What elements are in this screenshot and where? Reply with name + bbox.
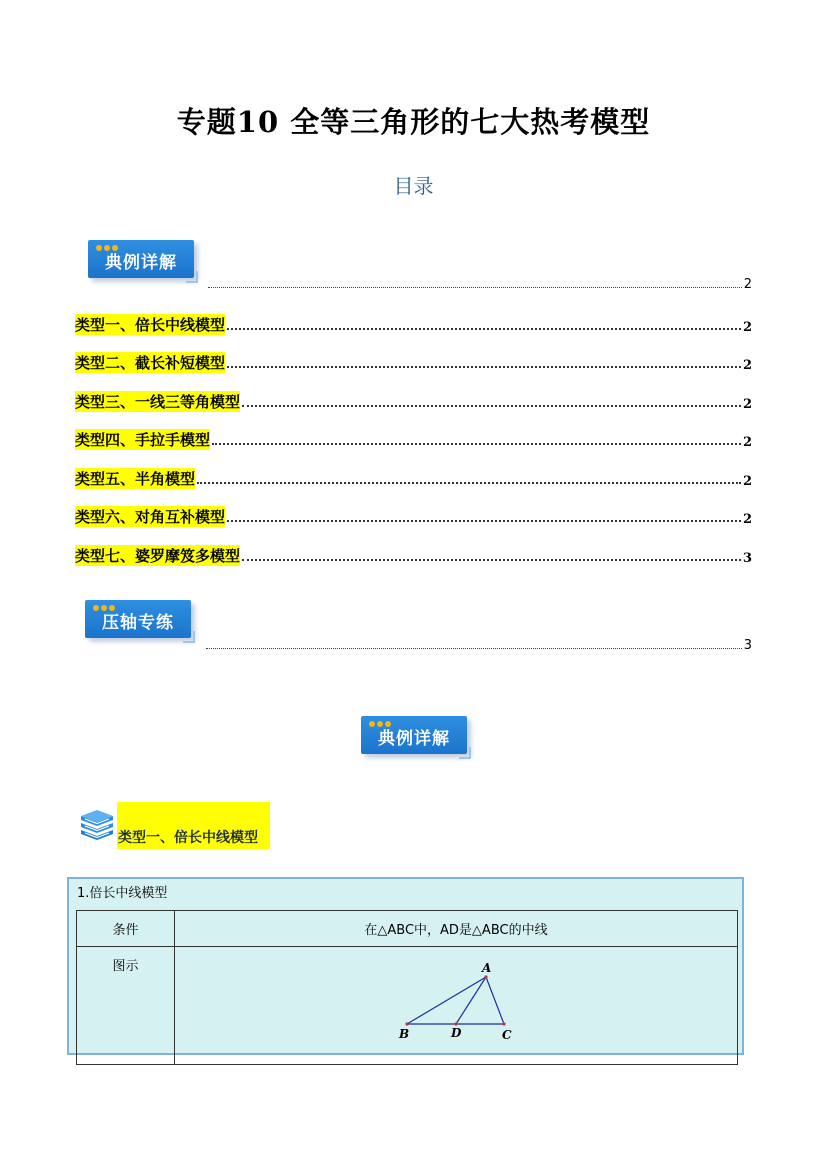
toc-leader	[242, 404, 741, 407]
row-label: 条件	[77, 911, 175, 947]
toc-leader	[212, 442, 741, 445]
toc-entry[interactable]	[75, 544, 752, 566]
toc-entry[interactable]	[75, 313, 752, 335]
figure-cell	[175, 947, 738, 1065]
toc-entry-label: 类型六、对角互补模型	[75, 508, 226, 526]
point-d-label: D	[451, 1026, 462, 1040]
toc-entry[interactable]	[75, 505, 752, 527]
toc-heading: 目录	[393, 174, 434, 198]
toc-page-number: 3	[742, 551, 752, 566]
row-label: 图示	[77, 947, 175, 1065]
triangle-figure	[398, 955, 538, 1050]
toc-leader	[197, 481, 741, 484]
toc-page-number: 2	[742, 435, 752, 450]
toc-page-number: 2	[742, 358, 752, 373]
table-row	[77, 947, 738, 1065]
practice-badge-label: 压轴专练	[102, 613, 174, 633]
model-box	[67, 877, 744, 1055]
toc-page-number: 2	[742, 512, 752, 527]
badge-corner	[459, 747, 471, 759]
toc-leader	[208, 286, 742, 288]
examples-section-badge	[361, 716, 467, 754]
table-row	[77, 911, 738, 947]
examples-badge	[88, 240, 194, 278]
toc-entry-label: 类型二、截长补短模型	[75, 354, 226, 372]
model-box-title: 1.倍长中线模型	[77, 886, 168, 901]
toc-entry-label: 类型七、婆罗摩笈多模型	[75, 547, 241, 565]
toc-page-number: 2	[742, 320, 752, 335]
point-b-label: B	[399, 1027, 410, 1041]
badge-dots	[96, 236, 120, 242]
toc-page-number: 3	[743, 638, 752, 653]
row-content: 在△ABC中，AD是△ABC的中线	[175, 911, 738, 947]
toc-leader	[227, 519, 741, 522]
toc-page-number: 2	[743, 277, 752, 292]
point-a-marker	[484, 975, 487, 978]
point-c-marker	[502, 1022, 505, 1025]
toc-entry-label: 类型四、手拉手模型	[75, 431, 211, 449]
toc-entry[interactable]	[75, 467, 752, 489]
toc-entry-label: 类型一、倍长中线模型	[75, 316, 226, 334]
point-a-label: A	[482, 961, 492, 975]
toc-page-number: 2	[742, 474, 752, 489]
point-c-label: C	[502, 1028, 512, 1042]
toc-leader	[227, 365, 741, 368]
model-table	[76, 910, 738, 1065]
toc-entry-practice[interactable]	[206, 637, 752, 653]
badge-dots	[93, 596, 117, 602]
badge-dots	[369, 712, 393, 718]
toc-entry[interactable]	[75, 351, 752, 373]
section-heading-text: 类型一、倍长中线模型	[118, 830, 258, 846]
toc-leader	[242, 558, 741, 561]
toc-entry-label: 类型三、一线三等角模型	[75, 393, 241, 411]
toc-entry-label: 类型五、半角模型	[75, 470, 196, 488]
examples-section-badge-label: 典例详解	[378, 729, 450, 749]
badge-corner	[183, 631, 195, 643]
books-icon	[77, 806, 117, 842]
toc-page-number: 2	[742, 397, 752, 412]
toc-entry-examples[interactable]	[208, 276, 752, 292]
point-b-marker	[405, 1022, 408, 1025]
toc-leader	[206, 647, 742, 649]
page-title: 专题10 全等三角形的七大热考模型	[176, 105, 651, 139]
toc-entry[interactable]	[75, 390, 752, 412]
practice-badge	[85, 600, 191, 638]
badge-corner	[186, 271, 198, 283]
toc-leader	[227, 327, 741, 330]
toc-entry[interactable]	[75, 428, 752, 450]
examples-badge-label: 典例详解	[105, 253, 177, 273]
section-heading	[117, 802, 270, 849]
